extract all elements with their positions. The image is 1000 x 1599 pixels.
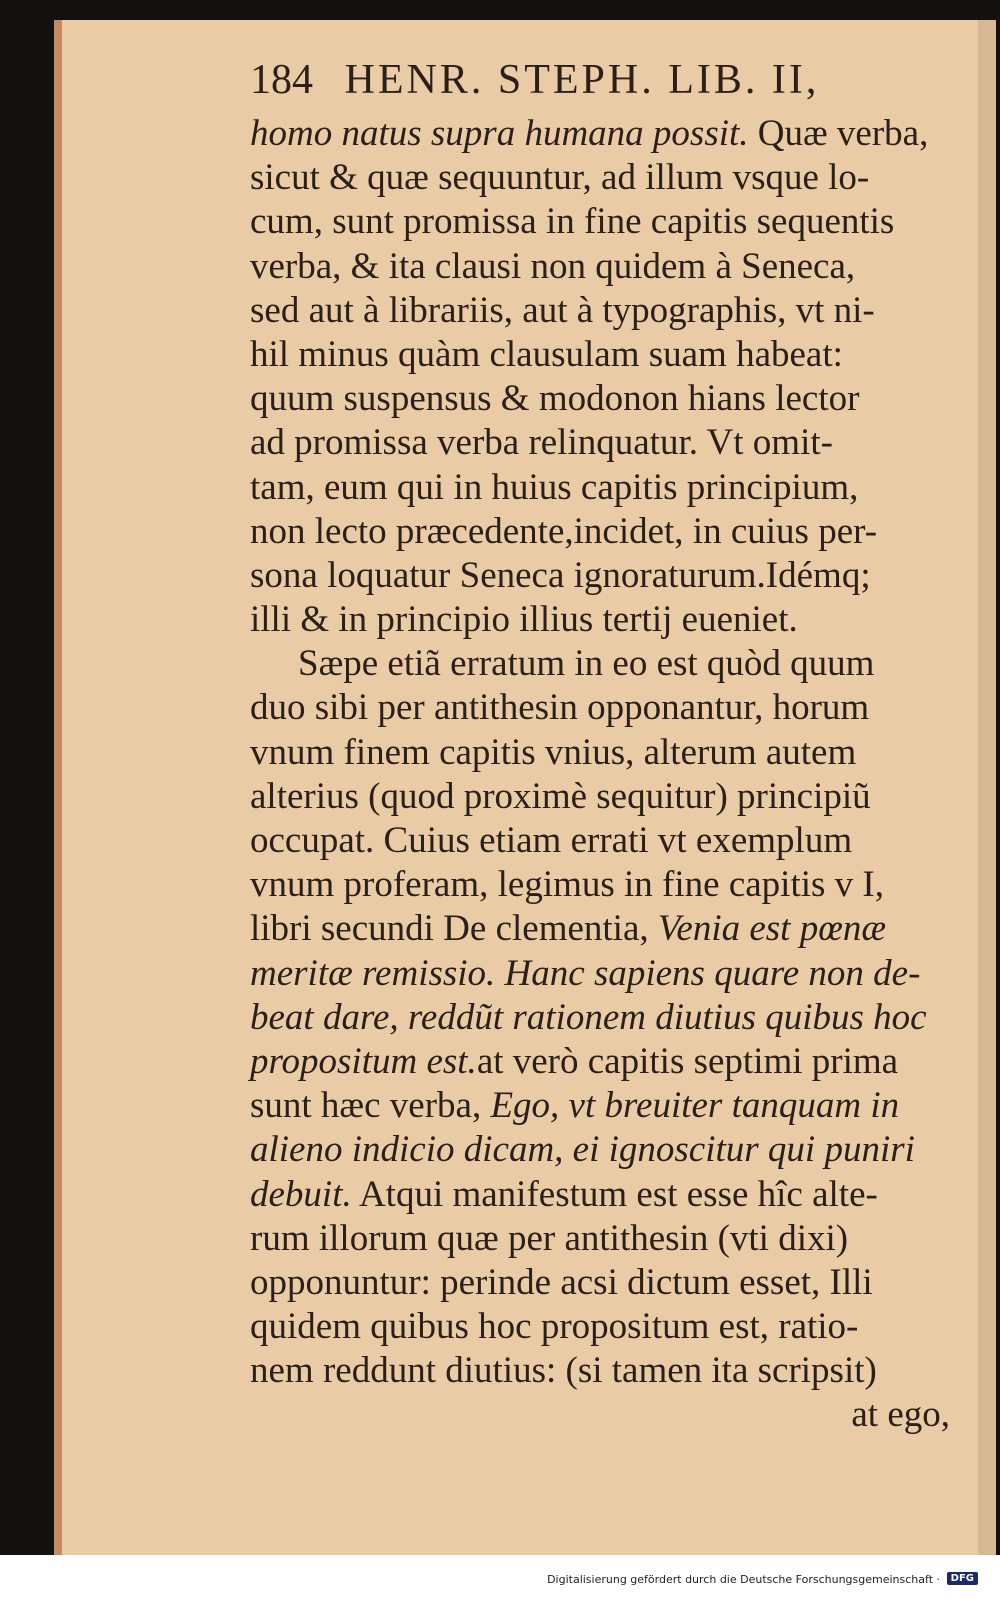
roman-text: cum, sunt promissa in fine capitis sequentis (250, 201, 895, 243)
italic-text: debuit. (250, 1173, 352, 1215)
italic-text: propositum est. (250, 1040, 477, 1082)
text-line (250, 598, 950, 642)
text-line (250, 686, 950, 730)
digitization-footer (0, 1555, 1000, 1599)
text-line (250, 333, 950, 377)
text-line (250, 775, 950, 819)
page-number: 184 (250, 57, 313, 103)
text-line (250, 1217, 950, 1261)
roman-text: quidem quibus hoc propositum est, ratio- (250, 1306, 859, 1348)
roman-text: Atqui manifestum est esse hîc alte- (351, 1173, 878, 1215)
roman-text: sicut & quæ sequuntur, ad illum vsque lo- (250, 157, 870, 199)
text-line (250, 1305, 950, 1349)
italic-text: meritæ remissio. Hanc sapiens quare non de- (250, 952, 921, 994)
text-line (250, 731, 950, 775)
running-header (250, 52, 950, 112)
roman-text: hil minus quàm clausulam suam habeat: (250, 333, 843, 375)
roman-text: alterius (quod proximè sequitur) principiũ (250, 775, 871, 817)
roman-text: illi & in principio illius tertij eueniet. (250, 599, 798, 641)
text-line (250, 1084, 950, 1128)
body-text (250, 112, 950, 1438)
roman-text: sed aut à librariis, aut à typographis, vt ni- (250, 289, 875, 331)
italic-text: alieno indicio dicam, ei ignoscitur qui puniri (250, 1129, 915, 1171)
italic-text: Ego, vt breuiter tanquam in (490, 1085, 900, 1127)
roman-text: Quæ verba, (748, 113, 929, 154)
text-line (250, 1261, 950, 1305)
roman-text: sunt hæc verba, (250, 1085, 491, 1127)
roman-text: at verò capitis septimi prima (476, 1040, 899, 1082)
roman-text: tam, eum qui in huius capitis principium, (250, 466, 859, 508)
roman-text: duo sibi per antithesin opponantur, horum (250, 687, 870, 729)
text-line (250, 245, 950, 289)
text-line (250, 1393, 950, 1437)
text-line (250, 863, 950, 907)
text-line (250, 112, 950, 156)
text-line (250, 156, 950, 200)
text-line (250, 554, 950, 598)
roman-text: Sæpe etiã erratum in eo est quòd quum (298, 643, 875, 685)
text-line (250, 289, 950, 333)
page-edge (978, 20, 996, 1555)
text-line (250, 466, 950, 510)
running-title: HENR. STEPH. LIB. II, (344, 57, 820, 103)
text-line (250, 377, 950, 421)
italic-text: homo natus supra humana possit. (250, 113, 749, 154)
roman-text: vnum finem capitis vnius, alterum autem (250, 731, 857, 773)
text-line (250, 819, 950, 863)
roman-text: rum illorum quæ per antithesin (vti dixi) (250, 1217, 849, 1259)
funding-credit: Digitalisierung gefördert durch die Deutsche Forschungsgemeinschaft · (547, 1573, 940, 1586)
roman-text: ad promissa verba relinquatur. Vt omit- (250, 422, 833, 464)
text-line (250, 907, 950, 951)
roman-text: occupat. Cuius etiam errati vt exemplum (250, 820, 853, 861)
roman-text: verba, & ita clausi non quidem à Seneca, (250, 245, 856, 287)
roman-text: opponuntur: perinde acsi dictum esset, Illi (250, 1261, 873, 1303)
text-line (250, 1173, 950, 1217)
text-line (250, 1040, 950, 1084)
text-line (250, 996, 950, 1040)
italic-text: beat dare, reddũt rationem diutius quibus hoc (250, 996, 927, 1038)
roman-text: non lecto præcedente,incidet, in cuius per- (250, 510, 878, 552)
dfg-logo: DFG (947, 1572, 978, 1585)
roman-text: quum suspensus & modonon hians lector (250, 378, 860, 420)
roman-text: sona loquatur Seneca ignoraturum.Idémq; (250, 554, 871, 596)
roman-text: libri secundi De clementia, (250, 908, 658, 950)
roman-text: nem reddunt diutius: (si tamen ita scripsit) (250, 1350, 877, 1392)
roman-text: vnum proferam, legimus in fine capitis v I, (250, 864, 884, 906)
roman-text: at ego, (851, 1394, 950, 1436)
text-line (250, 952, 950, 996)
text-line (250, 1128, 950, 1172)
page-text (250, 52, 950, 1438)
text-line (250, 510, 950, 554)
text-line (250, 200, 950, 244)
text-line (250, 421, 950, 465)
text-line (250, 1349, 950, 1393)
text-line (250, 642, 950, 686)
italic-text: Venia est pœnæ (657, 908, 887, 950)
